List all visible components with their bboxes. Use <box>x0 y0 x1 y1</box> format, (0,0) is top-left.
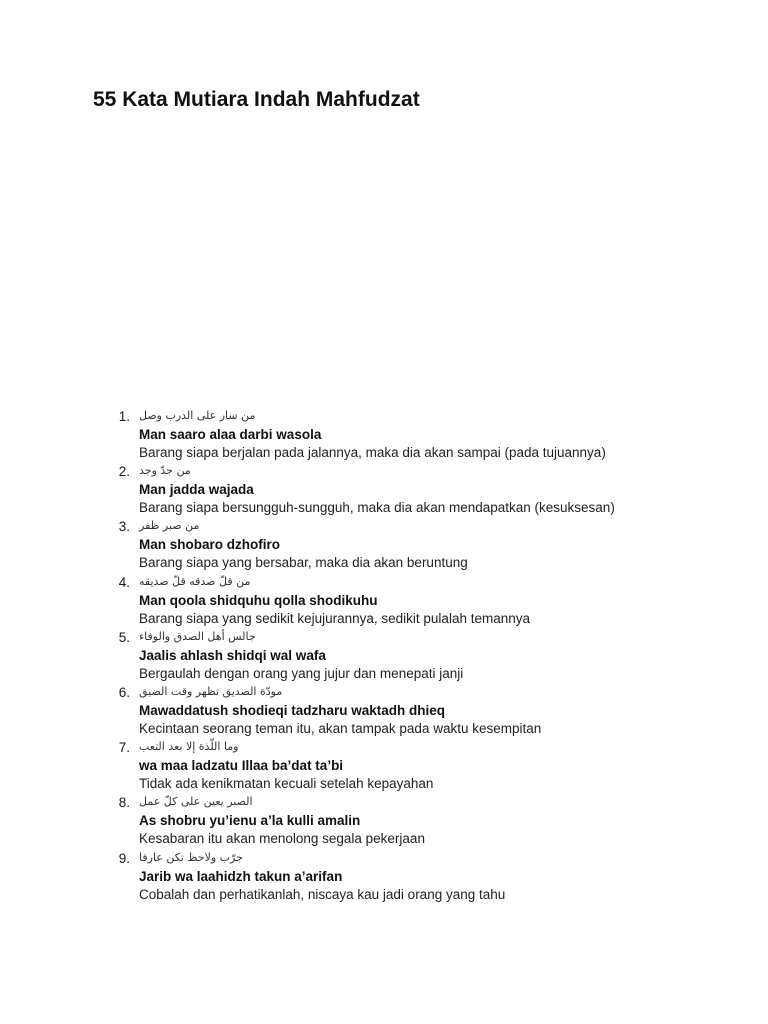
arabic-text: من قلّ صدقه قلّ صديقه <box>139 574 251 588</box>
item-number: 9. <box>118 850 130 866</box>
translation: Cobalah dan perhatikanlah, niscaya kau jadi orang yang tahu <box>139 886 506 902</box>
item-number: 2. <box>118 464 130 480</box>
list-item <box>0 682 768 737</box>
translation: Barang siapa bersungguh-sungguh, maka dia akan mendapatkan (kesuksesan) <box>139 500 615 516</box>
mahfudzat-list <box>0 406 768 903</box>
translation: Kecintaan seorang teman itu, akan tampak pada waktu kesempitan <box>139 720 542 736</box>
transliteration: As shobru yu’ienu a’la kulli amalin <box>139 813 361 829</box>
list-item <box>0 461 768 516</box>
translation: Barang siapa yang sedikit kejujurannya, sedikit pulalah temannya <box>139 610 530 626</box>
list-item <box>0 572 768 627</box>
arabic-text: جرّب ولاحظ تكن عارفا <box>139 850 243 864</box>
item-number: 4. <box>118 574 130 590</box>
arabic-text: وما اللّذة إلا بعد التعب <box>139 740 239 754</box>
item-number: 1. <box>118 409 130 424</box>
translation: Bergaulah dengan orang yang jujur dan menepati janji <box>139 665 464 681</box>
translation: Tidak ada kenikmatan kecuali setelah kepayahan <box>139 776 434 792</box>
transliteration: wa maa ladzatu Illaa ba’dat ta’bi <box>139 758 344 774</box>
transliteration: Man qoola shidquhu qolla shodikuhu <box>139 592 378 608</box>
transliteration: Mawaddatush shodieqi tadzharu waktadh dhieq <box>139 702 446 718</box>
page-title: 55 Kata Mutiara Indah Mahfudzat <box>93 88 420 111</box>
translation: Kesabaran itu akan menolong segala pekerjaan <box>139 831 425 847</box>
list-item <box>0 737 768 792</box>
arabic-text: من صبر ظفر <box>139 519 200 533</box>
translation: Barang siapa yang bersabar, maka dia akan beruntung <box>139 555 468 571</box>
translation: Barang siapa berjalan pada jalannya, maka dia akan sampai (pada tujuannya) <box>139 445 606 460</box>
item-number: 6. <box>118 684 130 700</box>
list-item <box>0 848 768 903</box>
transliteration: Jarib wa laahidzh takun a’arifan <box>139 868 343 884</box>
item-number: 7. <box>118 740 130 756</box>
arabic-text: الصبر يعين على كلّ عمل <box>139 795 253 809</box>
transliteration: Man shobaro dzhofiro <box>139 537 280 553</box>
item-number: 5. <box>118 629 130 645</box>
list-item <box>0 627 768 682</box>
list-item <box>0 792 768 847</box>
arabic-text: من جدّ وجد <box>139 464 191 478</box>
transliteration: Man jadda wajada <box>139 482 254 498</box>
arabic-text: من سار على الدرب وصل <box>139 409 256 422</box>
transliteration: Jaalis ahlash shidqi wal wafa <box>139 647 326 663</box>
list-item <box>0 516 768 571</box>
item-number: 3. <box>118 519 130 535</box>
list-item <box>0 406 768 461</box>
item-number: 8. <box>118 795 130 811</box>
transliteration: Man saaro alaa darbi wasola <box>139 427 322 442</box>
arabic-text: جالس أهل الصدق والوفاء <box>139 629 256 643</box>
arabic-text: مودّة الصديق تظهر وقت الضيق <box>139 684 283 698</box>
